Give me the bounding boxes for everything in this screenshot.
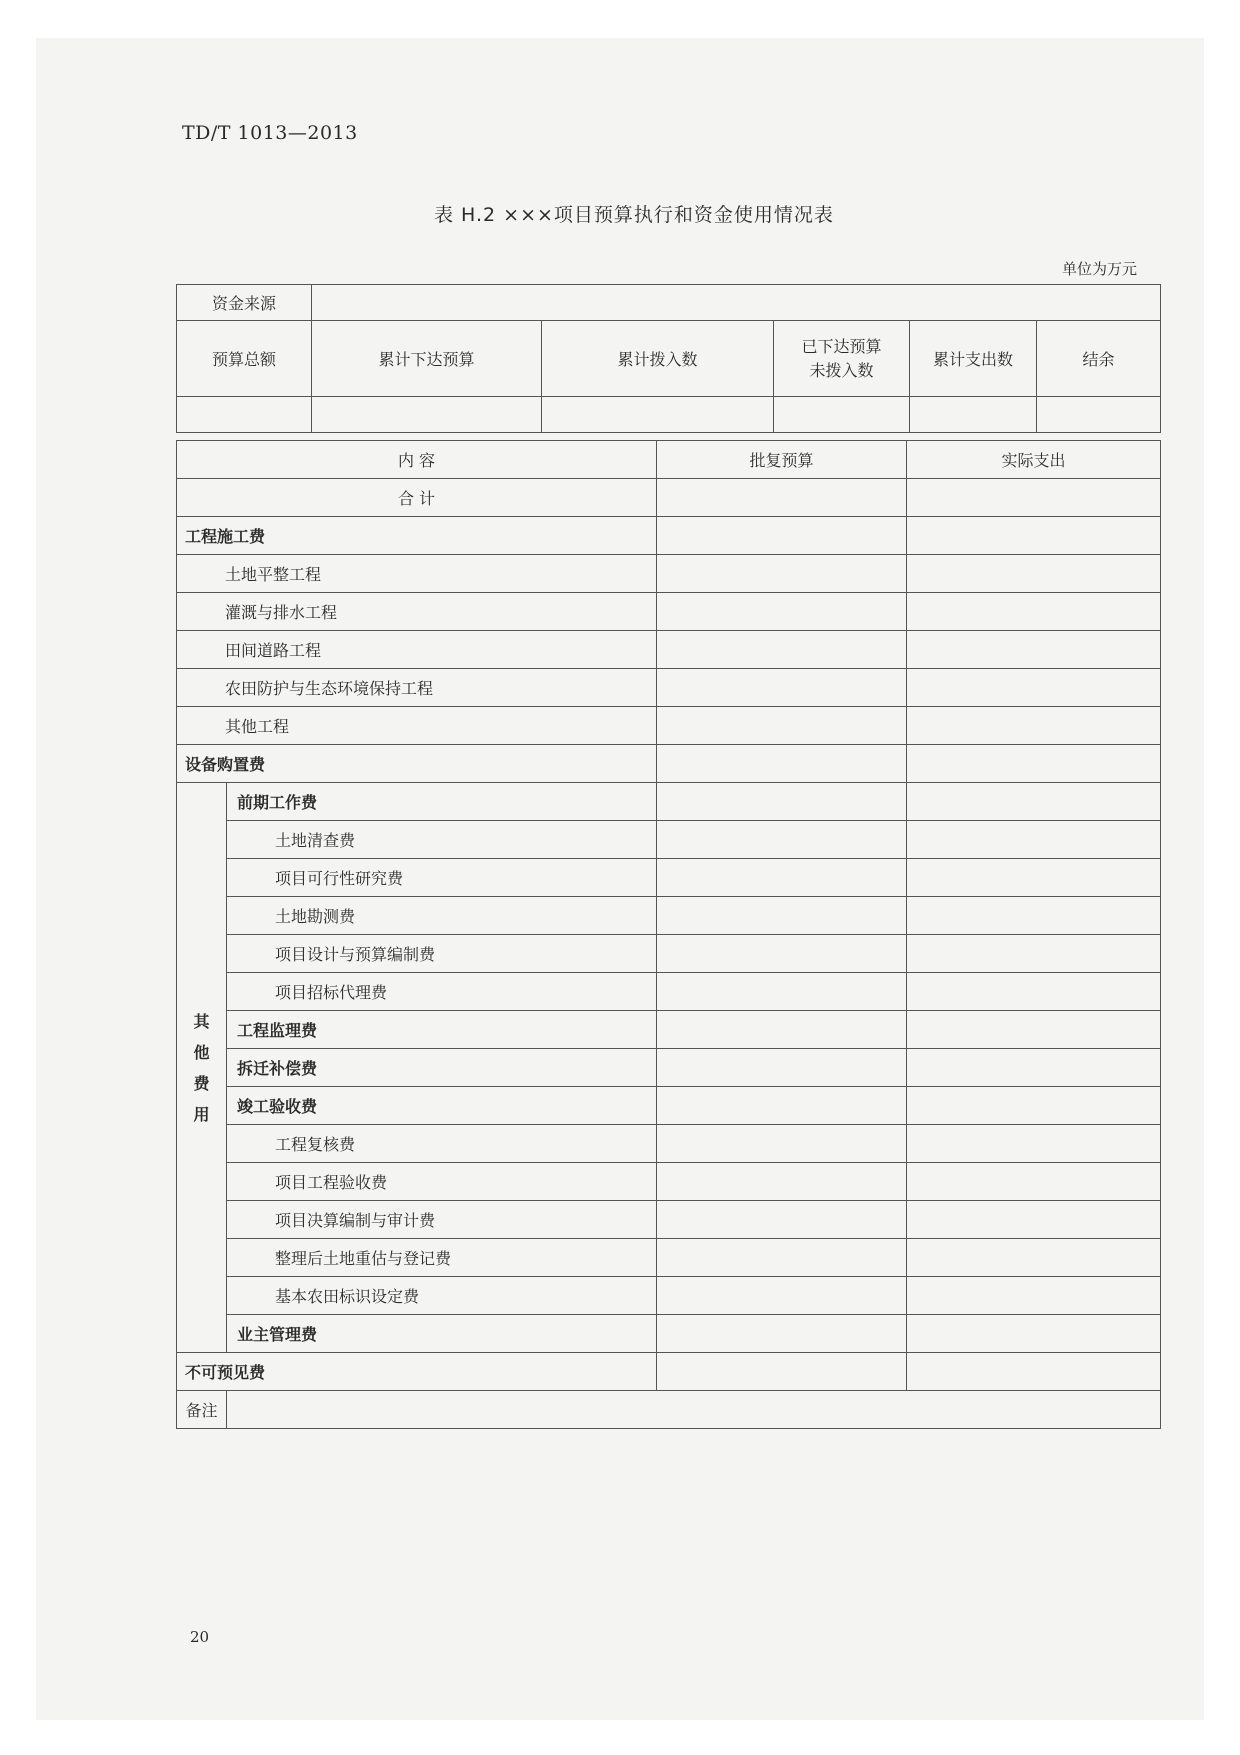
engineering-item: 灌溉与排水工程: [177, 593, 657, 631]
table-row: [177, 1315, 1161, 1353]
table-row: [177, 1011, 1161, 1049]
value-cell: [907, 1353, 1161, 1391]
table-row: [177, 1391, 1161, 1429]
col-issued-not-allocated: 已下达预算 未拨入数: [774, 321, 910, 397]
value-cell: [907, 669, 1161, 707]
table-row: [177, 821, 1161, 859]
value-cell: [907, 631, 1161, 669]
table-row: [177, 1163, 1161, 1201]
value-cell: [312, 397, 542, 433]
value-cell: [907, 1049, 1161, 1087]
value-cell: [657, 783, 907, 821]
value-cell: [907, 555, 1161, 593]
equipment-label: 设备购置费: [177, 745, 657, 783]
table-row: [177, 1353, 1161, 1391]
other-fees-char: 其: [193, 1011, 210, 1031]
page-number: 20: [190, 1628, 210, 1646]
total-label: 合 计: [177, 479, 657, 517]
value-cell: [907, 897, 1161, 935]
value-cell: [907, 1239, 1161, 1277]
header-actual-spending: 实际支出: [907, 441, 1161, 479]
value-cell: [907, 859, 1161, 897]
engineering-item: 农田防护与生态环境保持工程: [177, 669, 657, 707]
owner-management-label: 业主管理费: [227, 1315, 657, 1353]
table-row: [177, 517, 1161, 555]
value-cell: [177, 397, 312, 433]
value-cell: [657, 1087, 907, 1125]
value-cell: [1037, 397, 1161, 433]
value-cell: [542, 397, 774, 433]
col-cumulative-issued: 累计下达预算: [312, 321, 542, 397]
value-cell: [907, 593, 1161, 631]
other-fees-char: 费: [193, 1073, 210, 1093]
table-row: [177, 935, 1161, 973]
table-row: [177, 669, 1161, 707]
value-cell: [657, 821, 907, 859]
preliminary-item: 项目招标代理费: [227, 973, 657, 1011]
value-cell: [907, 707, 1161, 745]
value-cell: [907, 783, 1161, 821]
table-row: [177, 593, 1161, 631]
value-cell: [657, 1353, 907, 1391]
value-cell: [657, 1125, 907, 1163]
col-budget-total: 预算总额: [177, 321, 312, 397]
value-cell: [657, 669, 907, 707]
completion-item: 项目决算编制与审计费: [227, 1201, 657, 1239]
value-cell: [907, 1201, 1161, 1239]
value-cell: [657, 631, 907, 669]
value-cell: [907, 1087, 1161, 1125]
table-row: [177, 745, 1161, 783]
completion-item: 整理后土地重估与登记费: [227, 1239, 657, 1277]
preliminary-item: 项目可行性研究费: [227, 859, 657, 897]
table-row: [177, 973, 1161, 1011]
table-row: [177, 859, 1161, 897]
preliminary-item: 土地勘测费: [227, 897, 657, 935]
completion-label: 竣工验收费: [227, 1087, 657, 1125]
table-row: [177, 1049, 1161, 1087]
remarks-value: [227, 1391, 1161, 1429]
value-cell: [907, 1315, 1161, 1353]
preliminary-item: 土地清查费: [227, 821, 657, 859]
completion-item: 工程复核费: [227, 1125, 657, 1163]
value-cell: [657, 517, 907, 555]
value-cell: [657, 707, 907, 745]
value-cell: [907, 479, 1161, 517]
value-cell: [907, 1125, 1161, 1163]
supervision-label: 工程监理费: [227, 1011, 657, 1049]
preliminary-label: 前期工作费: [227, 783, 657, 821]
header-content: 内 容: [177, 441, 657, 479]
completion-item: 项目工程验收费: [227, 1163, 657, 1201]
table-row: [177, 1277, 1161, 1315]
value-cell: [907, 1277, 1161, 1315]
value-cell: [907, 935, 1161, 973]
other-fees-label: [177, 783, 227, 1353]
table-row: [177, 631, 1161, 669]
table-row: [177, 1087, 1161, 1125]
value-cell: [657, 1277, 907, 1315]
col-balance: 结余: [1037, 321, 1161, 397]
value-cell: [907, 973, 1161, 1011]
completion-item: 基本农田标识设定费: [227, 1277, 657, 1315]
engineering-item: 田间道路工程: [177, 631, 657, 669]
table-title: 表 H.2 ×××项目预算执行和资金使用情况表: [434, 204, 834, 226]
table-row: [177, 783, 1161, 821]
table-row: [177, 1125, 1161, 1163]
value-cell: [907, 517, 1161, 555]
funding-source-value: [312, 285, 1161, 321]
document-code: TD/T 1013—2013: [182, 122, 358, 144]
header-approved-budget: 批复预算: [657, 441, 907, 479]
engineering-label: 工程施工费: [177, 517, 657, 555]
col-cumulative-allocated: 累计拨入数: [542, 321, 774, 397]
other-fees-char: 他: [193, 1042, 210, 1062]
value-cell: [657, 859, 907, 897]
value-cell: [657, 1315, 907, 1353]
value-cell: [910, 397, 1037, 433]
engineering-item: 土地平整工程: [177, 555, 657, 593]
value-cell: [657, 593, 907, 631]
value-cell: [774, 397, 910, 433]
value-cell: [907, 1011, 1161, 1049]
value-cell: [657, 1201, 907, 1239]
contingency-label: 不可预见费: [177, 1353, 657, 1391]
table-row: [177, 1239, 1161, 1277]
other-fees-char: 用: [193, 1104, 210, 1124]
summary-table: [176, 284, 1161, 433]
table-row: [177, 707, 1161, 745]
remarks-label: 备注: [177, 1391, 227, 1429]
preliminary-item: 项目设计与预算编制费: [227, 935, 657, 973]
value-cell: [657, 1163, 907, 1201]
value-cell: [657, 555, 907, 593]
col-cumulative-spent: 累计支出数: [910, 321, 1037, 397]
table-row: [177, 897, 1161, 935]
demolition-label: 拆迁补偿费: [227, 1049, 657, 1087]
value-cell: [907, 821, 1161, 859]
value-cell: [657, 1049, 907, 1087]
value-cell: [907, 1163, 1161, 1201]
table-row: [177, 555, 1161, 593]
funding-source-label: 资金来源: [177, 285, 312, 321]
detail-table: [176, 440, 1161, 1429]
value-cell: [907, 745, 1161, 783]
engineering-item: 其他工程: [177, 707, 657, 745]
value-cell: [657, 1011, 907, 1049]
value-cell: [657, 973, 907, 1011]
table-row: [177, 1201, 1161, 1239]
value-cell: [657, 897, 907, 935]
value-cell: [657, 745, 907, 783]
unit-note: 单位为万元: [1062, 260, 1138, 278]
value-cell: [657, 479, 907, 517]
value-cell: [657, 935, 907, 973]
value-cell: [657, 1239, 907, 1277]
